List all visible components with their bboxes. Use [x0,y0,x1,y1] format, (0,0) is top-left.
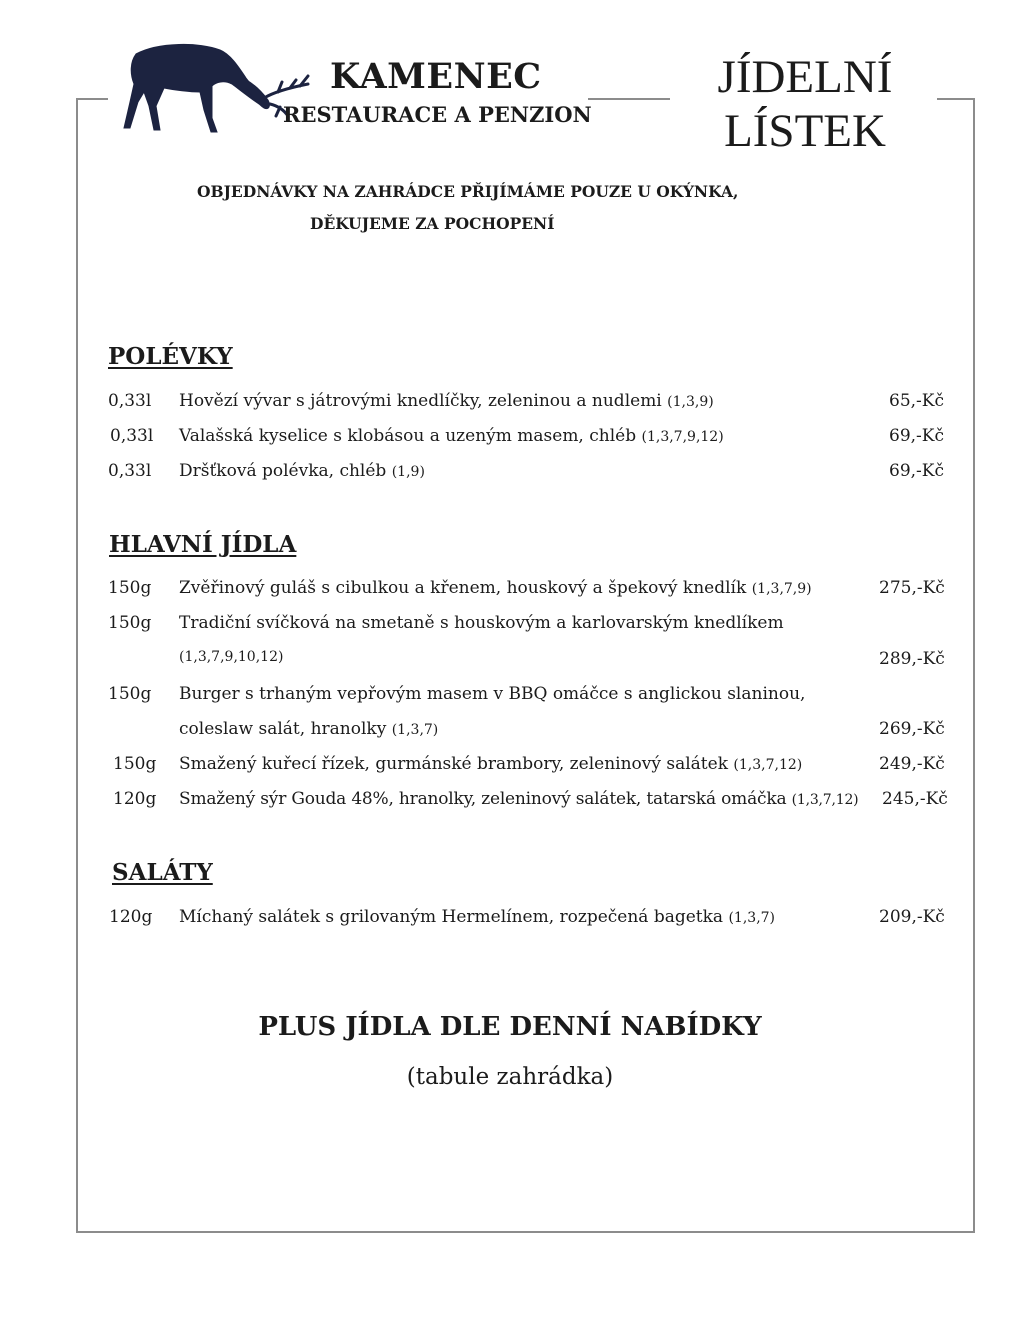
item-allergens: (1,3,7) [391,722,439,738]
brand-name: KAMENEC [330,56,542,97]
item-quantity: 0,33l [108,461,152,481]
item-quantity: 0,33l [110,426,154,446]
item-price: 249,-Kč [879,754,945,774]
daily-offer-subnote: (tabule zahrádka) [406,1064,614,1090]
item-name: Burger s trhaným vepřovým masem v BBQ omáčce s anglickou slaninou, [179,684,806,704]
page-title-line: JÍDELNÍ [717,51,893,103]
menu-item-continuation [0,719,1020,745]
item-price: 65,-Kč [889,391,945,411]
section-heading-soups: POLÉVKY [108,343,233,370]
menu-item [0,391,1020,417]
thanks-notice: DĚKUJEME ZA POCHOPENÍ [310,214,555,233]
frame-top-line [76,98,108,100]
item-allergens: (1,3,7,12) [733,757,803,773]
daily-offer-note: PLUS JÍDLA DLE DENNÍ NABÍDKY [258,1012,762,1042]
menu-item [0,461,1020,487]
page-title-line: LÍSTEK [724,105,886,157]
item-allergens: (1,3,7,9,12) [641,429,724,445]
item-allergens: (1,3,7) [728,910,776,926]
item-price: 69,-Kč [889,461,945,481]
item-name: Dršťková polévka, chléb (1,9) [179,461,425,481]
item-name: Míchaný salátek s grilovaným Hermelínem, rozpečená bagetka (1,3,7) [179,907,776,927]
section-heading-salads: SALÁTY [112,859,213,886]
item-price: 245,-Kč [882,789,948,809]
item-price: 269,-Kč [879,719,945,739]
item-quantity: 150g [108,578,152,598]
item-allergens: (1,3,7,9) [751,581,812,597]
item-quantity: 150g [108,613,152,633]
item-allergens: (1,9) [391,464,425,480]
frame-top-line [588,98,670,100]
item-name: coleslaw salát, hranolky (1,3,7) [179,719,439,739]
page-title [690,50,920,158]
menu-item [0,907,1020,933]
item-name: Valašská kyselice s klobásou a uzeným masem, chléb (1,3,7,9,12) [179,426,724,446]
item-quantity: 150g [108,684,152,704]
frame-bottom-line [76,1231,975,1233]
section-heading-mains: HLAVNÍ JÍDLA [109,531,297,558]
menu-item [0,613,1020,639]
menu-item [0,426,1020,452]
item-name: Zvěřinový guláš s cibulkou a křenem, houskový a špekový knedlík (1,3,7,9) [179,578,812,598]
item-quantity: 150g [113,754,157,774]
menu-item [0,789,1020,815]
item-name: Tradiční svíčková na smetaně s houskovým a karlovarským knedlíkem [179,613,784,633]
order-notice: OBJEDNÁVKY NA ZAHRÁDCE PŘIJÍMÁME POUZE U OKÝNKA, [197,182,739,201]
item-name: Smažený kuřecí řízek, gurmánské brambory, zeleninový salátek (1,3,7,12) [179,754,803,774]
menu-item [0,684,1020,710]
item-quantity: 120g [113,789,157,809]
menu-item [0,578,1020,604]
item-price: 69,-Kč [889,426,945,446]
frame-top-line [937,98,975,100]
item-allergens: (1,3,7,12) [791,792,859,808]
item-quantity: 0,33l [108,391,152,411]
item-quantity: 120g [109,907,153,927]
menu-item-continuation [0,649,1020,675]
item-price: 275,-Kč [879,578,945,598]
item-allergens: (1,3,7,9,10,12) [179,649,284,665]
item-allergens: (1,3,9) [667,394,714,410]
item-name: Smažený sýr Gouda 48%, hranolky, zeleninový salátek, tatarská omáčka (1,3,7,12) [179,789,859,809]
item-price: 289,-Kč [879,649,945,669]
item-name: Hovězí vývar s játrovými knedlíčky, zeleninou a nudlemi (1,3,9) [179,391,714,411]
brand-subtitle: RESTAURACE A PENZION [283,102,592,127]
menu-item [0,754,1020,780]
item-price: 209,-Kč [879,907,945,927]
